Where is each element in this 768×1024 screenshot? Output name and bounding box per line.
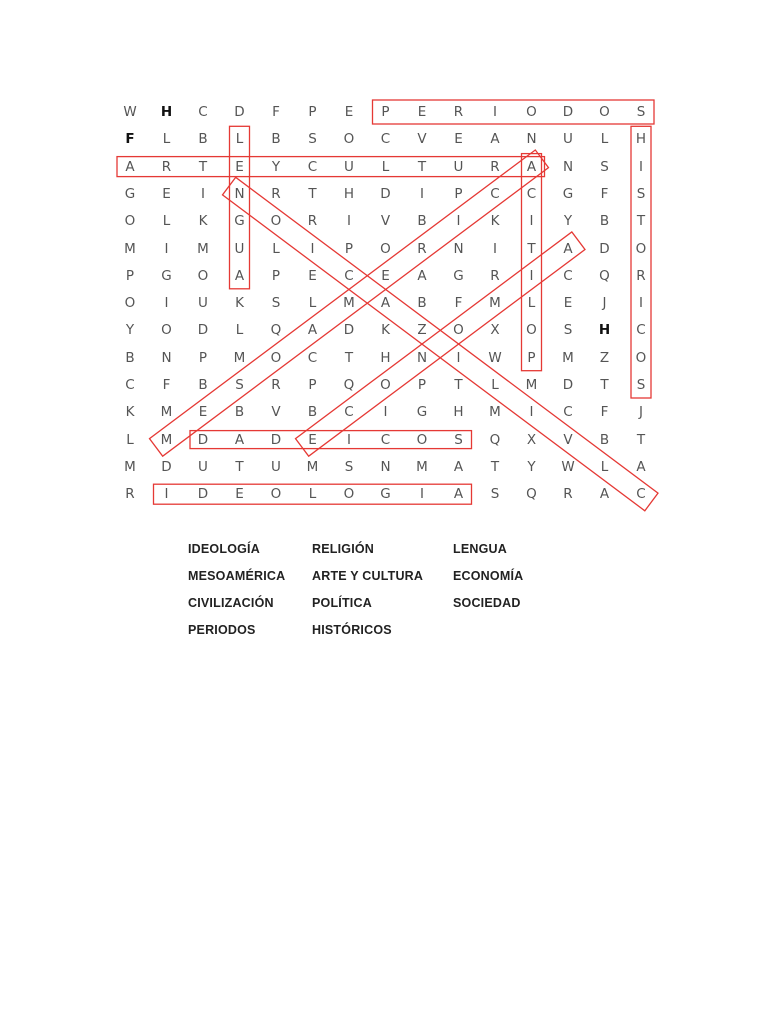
grid-cell: I xyxy=(347,213,351,230)
grid-cell: A xyxy=(380,295,391,312)
grid-cell: P xyxy=(344,240,354,257)
grid-cell: N xyxy=(453,240,464,257)
word-list-item: HISTÓRICOS xyxy=(312,623,392,637)
grid-cell: U xyxy=(563,131,573,148)
grid-cell: R xyxy=(636,267,646,284)
grid-cell: N xyxy=(234,185,245,202)
grid-cell: T xyxy=(600,377,609,393)
grid-cell: B xyxy=(125,349,135,366)
grid-cell: A xyxy=(307,322,318,339)
grid-cell: D xyxy=(599,240,610,257)
grid-cell: O xyxy=(635,349,647,366)
grid-cell: M xyxy=(416,458,428,475)
grid-cell: C xyxy=(307,158,318,175)
grid-cell: C xyxy=(125,377,135,393)
grid-cell: I xyxy=(164,295,169,312)
grid-cell: S xyxy=(490,486,500,503)
grid-cell: L xyxy=(308,295,317,312)
grid-cell: C xyxy=(198,104,208,120)
word-list-item: IDEOLOGÍA xyxy=(188,542,260,556)
grid-cell: O xyxy=(270,349,282,366)
word-search-grid xyxy=(108,94,668,504)
grid-cell: F xyxy=(162,377,171,393)
grid-cell: M xyxy=(124,240,136,257)
grid-cell: N xyxy=(416,349,428,366)
word-list xyxy=(188,542,568,652)
grid-cell: C xyxy=(344,267,354,284)
grid-cell: O xyxy=(599,104,610,120)
grid-cell: O xyxy=(453,322,464,339)
grid-cell: O xyxy=(343,486,355,503)
grid-cell: B xyxy=(271,131,281,148)
grid-cell: T xyxy=(308,185,317,202)
grid-cell: O xyxy=(270,213,282,230)
grid-cell: G xyxy=(380,486,391,503)
grid-cell: U xyxy=(234,240,245,257)
grid-cell: I xyxy=(493,104,497,120)
grid-cell: M xyxy=(562,349,574,366)
word-list-item: POLÍTICA xyxy=(312,596,372,610)
grid-cell: O xyxy=(124,213,136,230)
grid-cell: D xyxy=(197,322,209,339)
grid-cell: F xyxy=(600,404,609,421)
grid-cell: I xyxy=(639,295,643,312)
grid-cell: A xyxy=(125,158,135,175)
grid-cell: T xyxy=(454,377,463,393)
grid-cell: G xyxy=(416,404,428,421)
grid-cell: T xyxy=(417,158,427,175)
grid-cell: P xyxy=(271,267,281,284)
grid-cell: E xyxy=(235,486,244,503)
grid-cell: E xyxy=(162,185,171,202)
grid-cell: I xyxy=(456,349,461,366)
grid-cell: E xyxy=(454,131,463,148)
grid-cell: B xyxy=(307,404,318,421)
grid-cell: G xyxy=(161,267,172,284)
grid-cell: J xyxy=(639,404,643,421)
grid-cell: L xyxy=(491,377,499,393)
grid-cell: T xyxy=(490,458,500,475)
grid-cell: H xyxy=(380,349,391,366)
grid-cell: F xyxy=(125,131,135,148)
grid-cell: R xyxy=(271,377,281,393)
word-list-item: RELIGIÓN xyxy=(312,542,375,556)
grid-cell: C xyxy=(490,185,500,202)
grid-cell: B xyxy=(234,404,245,421)
grid-cell: M xyxy=(233,349,246,366)
grid-cell: G xyxy=(562,185,574,202)
grid-cell: I xyxy=(529,404,534,421)
grid-cell: G xyxy=(124,185,136,202)
grid-cell: H xyxy=(343,185,355,202)
grid-cell: B xyxy=(417,295,427,312)
grid-cell: R xyxy=(417,240,427,257)
grid-cell: I xyxy=(493,240,497,257)
grid-cell: Q xyxy=(526,486,537,503)
grid-cell: S xyxy=(308,131,317,148)
grid-cell: J xyxy=(602,295,607,312)
grid-cell: F xyxy=(272,104,280,120)
grid-cell: R xyxy=(490,158,500,175)
grid-cell: A xyxy=(599,486,610,503)
grid-cell: P xyxy=(308,377,317,393)
grid-cell: S xyxy=(235,377,244,393)
grid-cell: I xyxy=(529,213,534,230)
grid-cell: P xyxy=(527,349,536,366)
grid-cell: L xyxy=(162,213,171,230)
grid-cell: N xyxy=(526,131,537,148)
grid-cell: E xyxy=(198,404,208,421)
grid-cell: C xyxy=(636,322,646,339)
grid-cell: E xyxy=(381,267,390,284)
grid-cell: T xyxy=(344,349,354,366)
grid-cell: S xyxy=(563,322,573,339)
grid-cell: G xyxy=(453,267,464,284)
grid-cell: D xyxy=(343,322,355,339)
grid-cell: I xyxy=(456,213,461,230)
grid-cell: O xyxy=(197,267,209,284)
grid-cell: K xyxy=(198,213,208,230)
grid-cell: N xyxy=(380,458,391,475)
grid-cell: D xyxy=(197,486,209,503)
grid-cell: A xyxy=(234,431,245,448)
grid-cell: B xyxy=(198,131,208,148)
grid-cell: Y xyxy=(527,458,536,475)
grid-cell: L xyxy=(381,158,390,175)
grid-cell: D xyxy=(380,185,391,202)
grid-cell: B xyxy=(198,377,208,393)
grid-cell: R xyxy=(490,267,500,284)
grid-cell: A xyxy=(563,240,573,257)
grid-cell: D xyxy=(562,104,574,120)
grid-cell: W xyxy=(488,349,502,366)
word-list-item: PERIODOS xyxy=(188,623,256,637)
word-list-item: MESOAMÉRICA xyxy=(188,569,286,583)
grid-cell: R xyxy=(161,158,172,175)
grid-cell: O xyxy=(343,131,355,148)
grid-cell: C xyxy=(344,404,354,421)
word-list-item: ECONOMÍA xyxy=(453,569,524,583)
grid-cell: M xyxy=(343,295,355,312)
grid-cell: C xyxy=(636,486,646,503)
grid-cell: P xyxy=(308,104,317,120)
grid-cell: S xyxy=(454,431,463,448)
word-list-item: SOCIEDAD xyxy=(453,596,521,610)
grid-cell: M xyxy=(160,404,173,421)
grid-cell: T xyxy=(636,431,646,448)
grid-cell: U xyxy=(453,158,464,175)
grid-cell: K xyxy=(381,322,390,339)
grid-cell: P xyxy=(454,185,463,202)
grid-cell: Q xyxy=(270,322,282,339)
grid-cell: R xyxy=(271,185,281,202)
grid-cell: H xyxy=(160,104,173,120)
grid-cell: L xyxy=(600,131,609,148)
grid-cell: M xyxy=(489,404,501,421)
grid-cell: Z xyxy=(417,322,427,339)
grid-cell: K xyxy=(125,404,135,421)
grid-cell: Q xyxy=(489,431,501,448)
grid-cell: C xyxy=(563,267,573,284)
grid-cell: A xyxy=(526,158,537,175)
grid-cell: S xyxy=(636,185,646,202)
grid-cell: I xyxy=(420,486,424,503)
grid-cell: A xyxy=(417,267,427,284)
grid-cell: Z xyxy=(599,349,610,366)
grid-cell: D xyxy=(562,377,574,393)
grid-cell: B xyxy=(417,213,427,230)
grid-cell: O xyxy=(526,104,537,120)
grid-cell: I xyxy=(310,240,315,257)
grid-cell: O xyxy=(416,431,428,448)
grid-cell: I xyxy=(383,404,388,421)
grid-cell: L xyxy=(600,458,609,475)
grid-cell: L xyxy=(235,322,244,339)
grid-cell: L xyxy=(272,240,280,257)
grid-cell: M xyxy=(124,458,136,475)
grid-cell: O xyxy=(161,322,172,339)
grid-cell: R xyxy=(125,486,135,503)
grid-cell: M xyxy=(489,295,501,312)
grid-cell: S xyxy=(271,295,281,312)
grid-cell: O xyxy=(635,240,647,257)
grid-cell: O xyxy=(526,322,537,339)
grid-cell: C xyxy=(307,349,318,366)
grid-cell: M xyxy=(197,240,209,257)
grid-cell: O xyxy=(380,377,391,393)
word-list-item: LENGUA xyxy=(453,542,507,556)
grid-cell: X xyxy=(526,431,537,448)
grid-cell: I xyxy=(529,267,534,284)
grid-cell: A xyxy=(636,458,646,475)
grid-cell: E xyxy=(308,267,317,284)
grid-cell: P xyxy=(125,267,135,284)
grid-cell: W xyxy=(123,104,137,120)
grid-cell: I xyxy=(347,431,351,448)
grid-cell: L xyxy=(308,486,317,503)
grid-cell: R xyxy=(453,104,464,120)
grid-cell: O xyxy=(124,295,136,312)
grid-cell: D xyxy=(270,431,282,448)
grid-cell: T xyxy=(235,458,244,475)
word-list-item: ARTE Y CULTURA xyxy=(312,569,424,583)
grid-cell: R xyxy=(307,213,318,230)
grid-cell: S xyxy=(636,377,646,393)
grid-cell: S xyxy=(344,458,354,475)
grid-cell: C xyxy=(380,131,391,148)
grid-cell: P xyxy=(417,377,427,393)
grid-cell: P xyxy=(381,104,390,120)
grid-cell: T xyxy=(198,158,208,175)
grid-cell: E xyxy=(563,295,573,312)
grid-cell: E xyxy=(308,431,317,448)
grid-cell: V xyxy=(271,404,281,421)
grid-cell: K xyxy=(490,213,500,230)
grid-cell: U xyxy=(198,458,208,475)
grid-cell: F xyxy=(454,295,463,312)
grid-cell: O xyxy=(380,240,391,257)
grid-cell: S xyxy=(636,104,646,120)
grid-cell: D xyxy=(197,431,209,448)
grid-cell: A xyxy=(490,131,500,148)
grid-cell: C xyxy=(526,185,537,202)
grid-cell: V xyxy=(563,431,573,448)
grid-cell: U xyxy=(344,158,354,175)
grid-cell: B xyxy=(599,213,610,230)
grid-cell: T xyxy=(527,240,536,257)
grid-cell: Q xyxy=(343,377,355,393)
grid-cell: I xyxy=(164,240,169,257)
grid-cell: E xyxy=(417,104,427,120)
grid-cell: L xyxy=(527,295,536,312)
grid-cell: D xyxy=(161,458,172,475)
grid-cell: B xyxy=(599,431,610,448)
grid-cell: A xyxy=(453,486,464,503)
grid-cell: U xyxy=(271,458,281,475)
grid-cell: H xyxy=(635,131,647,148)
grid-cell: P xyxy=(198,349,208,366)
grid-cell: S xyxy=(600,158,609,175)
grid-cell: A xyxy=(453,458,464,475)
grid-cell: I xyxy=(420,185,424,202)
grid-cell: I xyxy=(164,486,169,503)
grid-cell: M xyxy=(306,458,319,475)
grid-cell: N xyxy=(562,158,574,175)
grid-cell: C xyxy=(380,431,391,448)
grid-cell: L xyxy=(126,431,134,448)
grid-cell: H xyxy=(598,322,611,339)
grid-cell: V xyxy=(380,213,391,230)
grid-cell: F xyxy=(600,185,609,202)
grid-cell: G xyxy=(234,213,245,230)
grid-cell: Y xyxy=(563,213,573,230)
grid-cell: M xyxy=(160,431,173,448)
grid-cell: K xyxy=(235,295,244,312)
grid-cell: L xyxy=(162,131,171,148)
grid-cell: W xyxy=(561,458,575,475)
grid-cell: I xyxy=(639,158,643,175)
grid-cell: O xyxy=(270,486,282,503)
grid-cell: R xyxy=(563,486,573,503)
grid-cell: D xyxy=(234,104,245,120)
grid-cell: Y xyxy=(271,158,281,175)
grid-cell: N xyxy=(161,349,172,366)
grid-cell: I xyxy=(201,185,205,202)
grid-cell: C xyxy=(563,404,573,421)
grid-cell: T xyxy=(636,213,646,230)
grid-cell: A xyxy=(234,267,245,284)
grid-cell: V xyxy=(417,131,427,148)
grid-cell: Y xyxy=(125,322,135,339)
grid-cell: L xyxy=(235,131,244,148)
grid-cell: H xyxy=(453,404,464,421)
word-list-item: CIVILIZACIÓN xyxy=(188,596,274,610)
grid-cell: E xyxy=(235,158,244,175)
grid-cell: U xyxy=(198,295,208,312)
grid-cell: Q xyxy=(599,267,610,284)
grid-cell: X xyxy=(490,322,500,339)
grid-cell: M xyxy=(525,377,538,393)
grid-cell: E xyxy=(344,104,354,120)
